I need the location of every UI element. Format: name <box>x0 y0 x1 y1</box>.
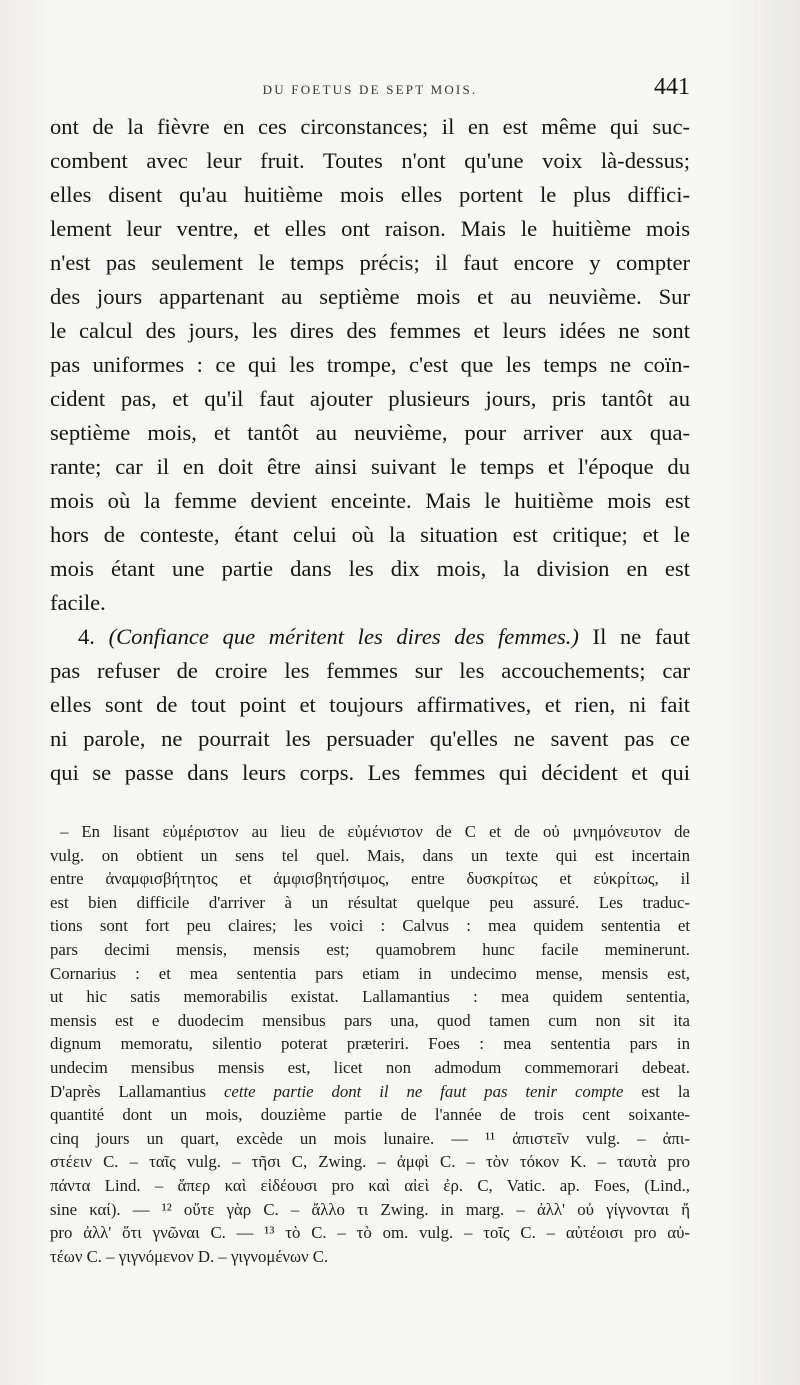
footnote-line: στέειν C. – ταῖς vulg. – τῆσι C, Zwing. – ἀμφὶ C. – τὸν τόκον K. – ταυτὰ pro <box>50 1152 690 1172</box>
section-number: 4. <box>78 624 95 649</box>
footnote-line: pars decimi mensis, mensis est; quamobrem hunc facile meminerunt. <box>50 939 690 959</box>
running-title: DU FOETUS DE SEPT MOIS. <box>262 82 478 97</box>
footnote-text: est la <box>623 1081 690 1101</box>
text-line: lement leur ventre, et elles ont raison. Mais le huitième mois <box>50 216 690 241</box>
text-line: mois où la femme devient enceinte. Mais le huitième mois est <box>50 488 690 513</box>
text-line: qui se passe dans leurs corps. Les femmes qui décident et qui <box>50 760 690 785</box>
text-line: septième mois, et tantôt au neuvième, pour arriver aux qua- <box>50 420 690 445</box>
section-first-line-rest: Il ne faut <box>578 624 690 649</box>
footnotes <box>50 820 690 1268</box>
text-line: pas refuser de croire les femmes sur les accouchements; car <box>50 658 690 683</box>
footnote-line: pro ἀλλ' ὅτι γνῶναι C. — ¹³ τὸ C. – τὸ om. vulg. – τοῖς C. – αὐτέοισι pro αὐ- <box>50 1223 690 1243</box>
running-head <box>50 74 690 104</box>
footnote-line: Cornarius : et mea sententia pars etiam in undecimo mense, mensis est, <box>50 963 690 983</box>
footnote-line: mensis est e duodecim mensibus pars una, quod tamen cum non sit ita <box>50 1010 690 1030</box>
text-line: n'est pas seulement le temps précis; il faut encore y compter <box>50 250 690 275</box>
text-line: ont de la fièvre en ces circonstances; il en est même qui suc- <box>50 114 690 139</box>
footnote-line: sine καί). — ¹² οὔτε γὰρ C. – ἄλλο τι Zwing. in marg. – ἀλλ' οὐ γίγνονται ἤ <box>50 1199 690 1219</box>
footnote-line: undecim mensibus mensis est, licet non admodum commemorari debeat. <box>50 1057 690 1077</box>
text-line: pas uniformes : ce qui les trompe, c'est que les temps ne coïn- <box>50 352 690 377</box>
text-line: mois étant une partie dans les dix mois, la division en est <box>50 556 690 581</box>
footnote-line: quantité dont un mois, douzième partie de l'année de trois cent soixante- <box>50 1105 690 1125</box>
footnote-line: τέων C. – γιγνόμενον D. – γιγνομένων C. <box>50 1246 329 1266</box>
text-line: cident pas, et qu'il faut ajouter plusieurs jours, pris tantôt au <box>50 386 690 411</box>
section-title: (Confiance que méritent les dires des femmes.) <box>108 624 579 649</box>
text-line: facile. <box>50 590 106 615</box>
text-line: elles sont de tout point et toujours affirmatives, et rien, ni fait <box>50 692 690 717</box>
footnote-line: entre ἀναμφισβήτητος et ἀμφισβητήσιμος, entre δυσκρίτως et εὐκρίτως, il <box>50 869 690 889</box>
footnote-line: cinq jours un quart, excède un mois lunaire. — ¹¹ ἀπιστεῖν vulg. – ἀπι- <box>50 1128 690 1148</box>
text-line: des jours appartenant au septième mois et au neuvième. Sur <box>50 284 690 309</box>
footnote-line: – En lisant εὐμέριστον au lieu de εὐμένιστον de C et de οὐ μνημόνευτον de <box>60 822 690 841</box>
page-number: 441 <box>654 74 690 100</box>
text-line: ni parole, ne pourrait les persuader qu'elles ne savent pas ce <box>50 726 690 751</box>
text-line: elles disent qu'au huitième mois elles portent le plus diffici- <box>50 182 690 207</box>
footnote-line: vulg. on obtient un sens tel quel. Mais, dans un texte qui est incertain <box>50 845 690 865</box>
footnote-line: tions sont fort peu claires; les voici : Calvus : mea quidem sententia et <box>50 916 690 936</box>
footnote-line-italic <box>50 1080 690 1104</box>
text-line: hors de conteste, étant celui où la situation est critique; et le <box>50 522 690 547</box>
text-line: rante; car il en doit être ainsi suivant le temps et l'époque du <box>50 454 690 479</box>
main-text <box>50 110 690 790</box>
footnote-line: ut hic satis memorabilis existat. Lallamantius : mea quidem sententia, <box>50 987 690 1007</box>
text-line: combent avec leur fruit. Toutes n'ont qu'une voix là-dessus; <box>50 148 690 173</box>
footnote-italic-text: cette partie dont il ne faut pas tenir compte <box>223 1081 624 1101</box>
text-line: le calcul des jours, les dires des femmes et leurs idées ne sont <box>50 318 690 343</box>
footnote-line: dignum memoratu, silentio poterat præteriri. Foes : mea sententia pars in <box>50 1034 690 1054</box>
footnote-line: est bien difficile d'arriver à un résultat quelque peu assuré. Les traduc- <box>50 892 690 912</box>
section-heading-line <box>50 620 690 654</box>
footnote-text: D'après Lallamantius <box>50 1081 224 1101</box>
footnote-line: πάντα Lind. – ἅπερ καὶ εἰδέουσι pro καὶ αἰεὶ ἐρ. C, Vatic. ap. Foes, (Lind., <box>50 1175 690 1195</box>
